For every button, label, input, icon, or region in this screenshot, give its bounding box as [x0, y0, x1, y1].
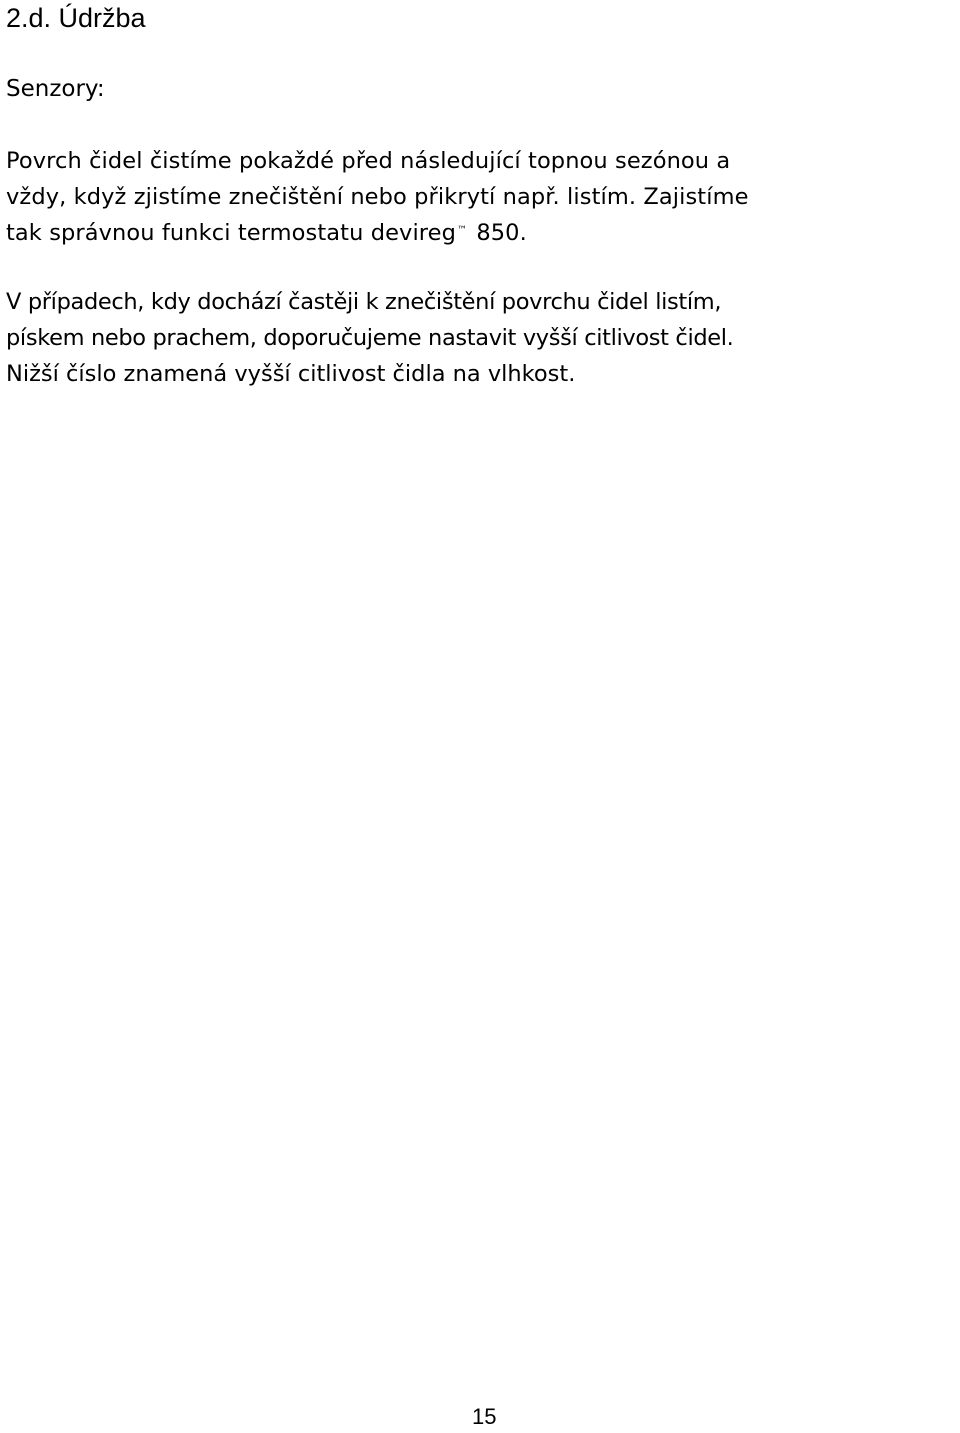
- subsection-heading: Senzory:: [6, 76, 105, 102]
- paragraph-line: V případech, kdy dochází častěji k znečištění povrchu čidel listím,: [6, 289, 722, 315]
- paragraph-line: Povrch čidel čistíme pokaždé před následující topnou sezónou a: [6, 148, 731, 174]
- paragraph-line: [6, 215, 749, 251]
- paragraph-sensor-cleaning: [6, 143, 749, 251]
- paragraph-line: vždy, když zjistíme znečištění nebo přikrytí např. listím. Zajistíme: [6, 184, 749, 210]
- paragraph-text: tak správnou funkci termostatu devireg: [6, 220, 456, 246]
- trademark-symbol: ™: [456, 225, 468, 236]
- paragraph-text: 850.: [469, 220, 527, 246]
- section-heading: 2.d. Údržba: [6, 3, 146, 33]
- paragraph-line: pískem nebo prachem, doporučujeme nastavit vyšší citlivost čidel.: [6, 325, 734, 351]
- page-number: 15: [472, 1404, 497, 1429]
- paragraph-sensitivity: [6, 284, 734, 392]
- paragraph-line: Nižší číslo znamená vyšší citlivost čidla na vlhkost.: [6, 361, 576, 387]
